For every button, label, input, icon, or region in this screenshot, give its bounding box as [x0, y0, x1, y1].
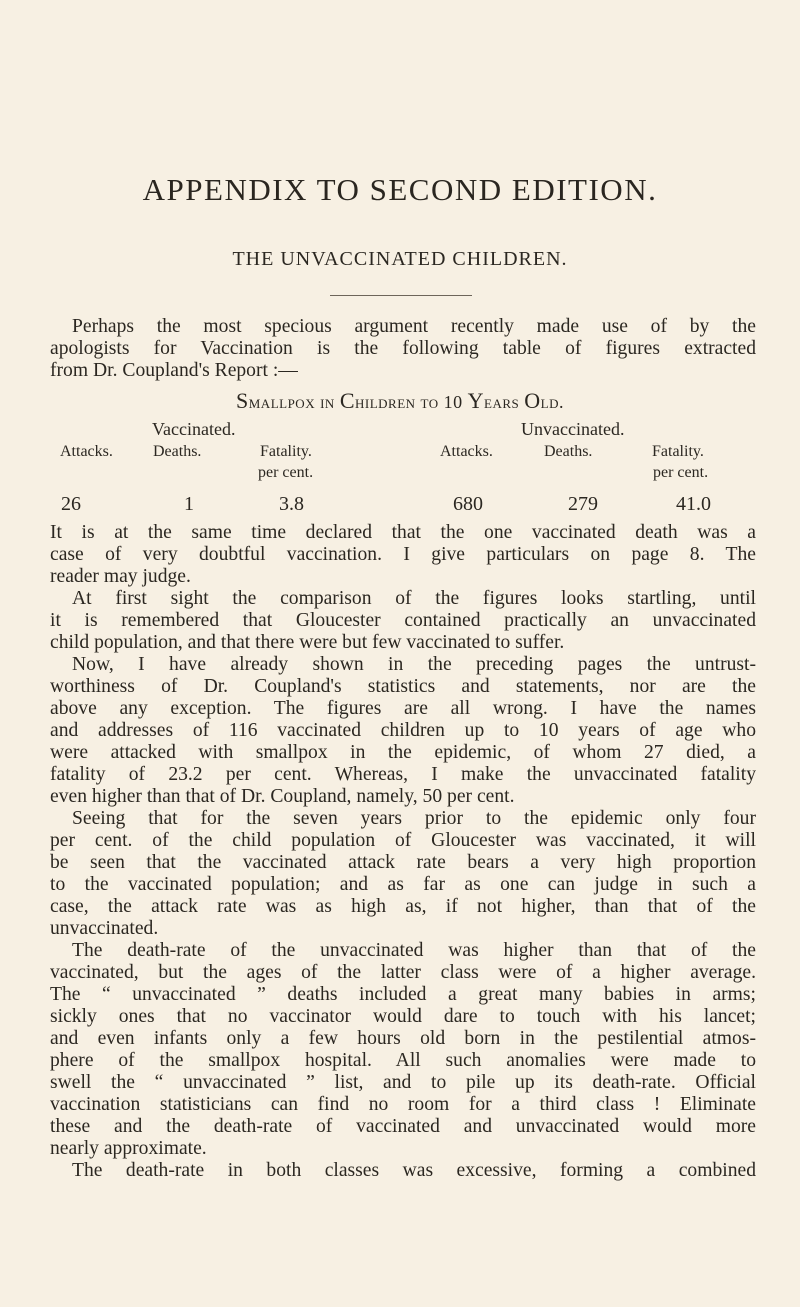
- subheader-per-cent-unvaccinated: per cent.: [653, 464, 709, 481]
- text-line: per cent. of the child population of Gloucester was vaccinated, it will: [50, 830, 756, 851]
- text-line: child population, and that there were but few vaccinated to suffer.: [50, 632, 565, 653]
- text-line: nearly approximate.: [50, 1138, 207, 1159]
- value-unvaccinated-deaths: 279: [568, 493, 598, 515]
- value-vaccinated-deaths: 1: [184, 493, 194, 515]
- table-title: Smallpox in Children to 10 Years Old.: [236, 388, 564, 413]
- group-unvaccinated: Unvaccinated.: [521, 419, 625, 439]
- appendix-title: APPENDIX TO SECOND EDITION.: [142, 172, 658, 207]
- text-line: swell the “ unvaccinated ” list, and to pile up its death-rate. Official: [50, 1072, 756, 1093]
- text-line: it is remembered that Gloucester contained practically an unvaccinated: [50, 610, 756, 631]
- text-line: Now, I have already shown in the preceding pages the untrust-: [72, 654, 756, 675]
- header-deaths-unvaccinated: Deaths.: [544, 443, 593, 460]
- text-line: The “ unvaccinated ” deaths included a great many babies in arms;: [50, 984, 756, 1005]
- text-line: to the vaccinated population; and as far as one can judge in such a: [50, 874, 756, 895]
- text-line: above any exception. The figures are all wrong. I have the names: [50, 698, 756, 719]
- text-line: fatality of 23.2 per cent. Whereas, I make the unvaccinated fatality: [50, 764, 756, 785]
- text-line: unvaccinated.: [50, 918, 159, 939]
- text-line: and even infants only a few hours old born in the pestilential atmos-: [50, 1028, 756, 1049]
- text-line: even higher than that of Dr. Coupland, namely, 50 per cent.: [50, 786, 515, 807]
- subheader-per-cent-vaccinated: per cent.: [258, 464, 314, 481]
- value-unvaccinated-attacks: 680: [453, 493, 483, 515]
- text-line: The death-rate in both classes was excessive, forming a combined: [72, 1160, 756, 1181]
- intro-line: from Dr. Coupland's Report :—: [50, 360, 298, 381]
- title-divider: [330, 295, 472, 296]
- text-line: phere of the smallpox hospital. All such anomalies were made to: [50, 1050, 756, 1071]
- header-attacks-vaccinated: Attacks.: [60, 443, 113, 460]
- group-vaccinated: Vaccinated.: [152, 419, 236, 439]
- value-unvaccinated-fatality: 41.0: [676, 493, 711, 515]
- text-line: At first sight the comparison of the figures looks startling, until: [72, 588, 756, 609]
- text-line: sickly ones that no vaccinator would dare to touch with his lancet;: [50, 1006, 756, 1027]
- body-text: [50, 522, 756, 1182]
- text-line: case of very doubtful vaccination. I give particulars on page 8. The: [50, 544, 756, 565]
- text-line: vaccination statisticians can find no room for a third class ! Eliminate: [50, 1094, 756, 1115]
- text-line: reader may judge.: [50, 566, 191, 587]
- text-line: be seen that the vaccinated attack rate bears a very high proportion: [50, 852, 756, 873]
- text-line: these and the death-rate of vaccinated and unvaccinated would more: [50, 1116, 756, 1137]
- value-vaccinated-attacks: 26: [61, 493, 81, 515]
- value-vaccinated-fatality: 3.8: [279, 493, 304, 515]
- text-line: Seeing that for the seven years prior to the epidemic only four: [72, 808, 756, 829]
- text-line: were attacked with smallpox in the epidemic, of whom 27 died, a: [50, 742, 756, 763]
- text-line: worthiness of Dr. Coupland's statistics and statements, nor are the: [50, 676, 756, 697]
- text-line: case, the attack rate was as high as, if not higher, than that of the: [50, 896, 756, 917]
- text-line: and addresses of 116 vaccinated children up to 10 years of age who: [50, 720, 756, 741]
- intro-line: apologists for Vaccination is the following table of figures extracted: [50, 338, 756, 359]
- intro-paragraph: [50, 316, 756, 382]
- header-attacks-unvaccinated: Attacks.: [440, 443, 493, 460]
- intro-line: Perhaps the most specious argument recently made use of by the: [72, 316, 756, 337]
- text-line: The death-rate of the unvaccinated was higher than that of the: [72, 940, 756, 961]
- text-line: It is at the same time declared that the one vaccinated death was a: [50, 522, 756, 543]
- header-fatality-vaccinated: Fatality.: [260, 443, 312, 460]
- header-deaths-vaccinated: Deaths.: [153, 443, 202, 460]
- section-title: THE UNVACCINATED CHILDREN.: [232, 248, 568, 270]
- header-fatality-unvaccinated: Fatality.: [652, 443, 704, 460]
- text-line: vaccinated, but the ages of the latter class were of a higher average.: [50, 962, 756, 983]
